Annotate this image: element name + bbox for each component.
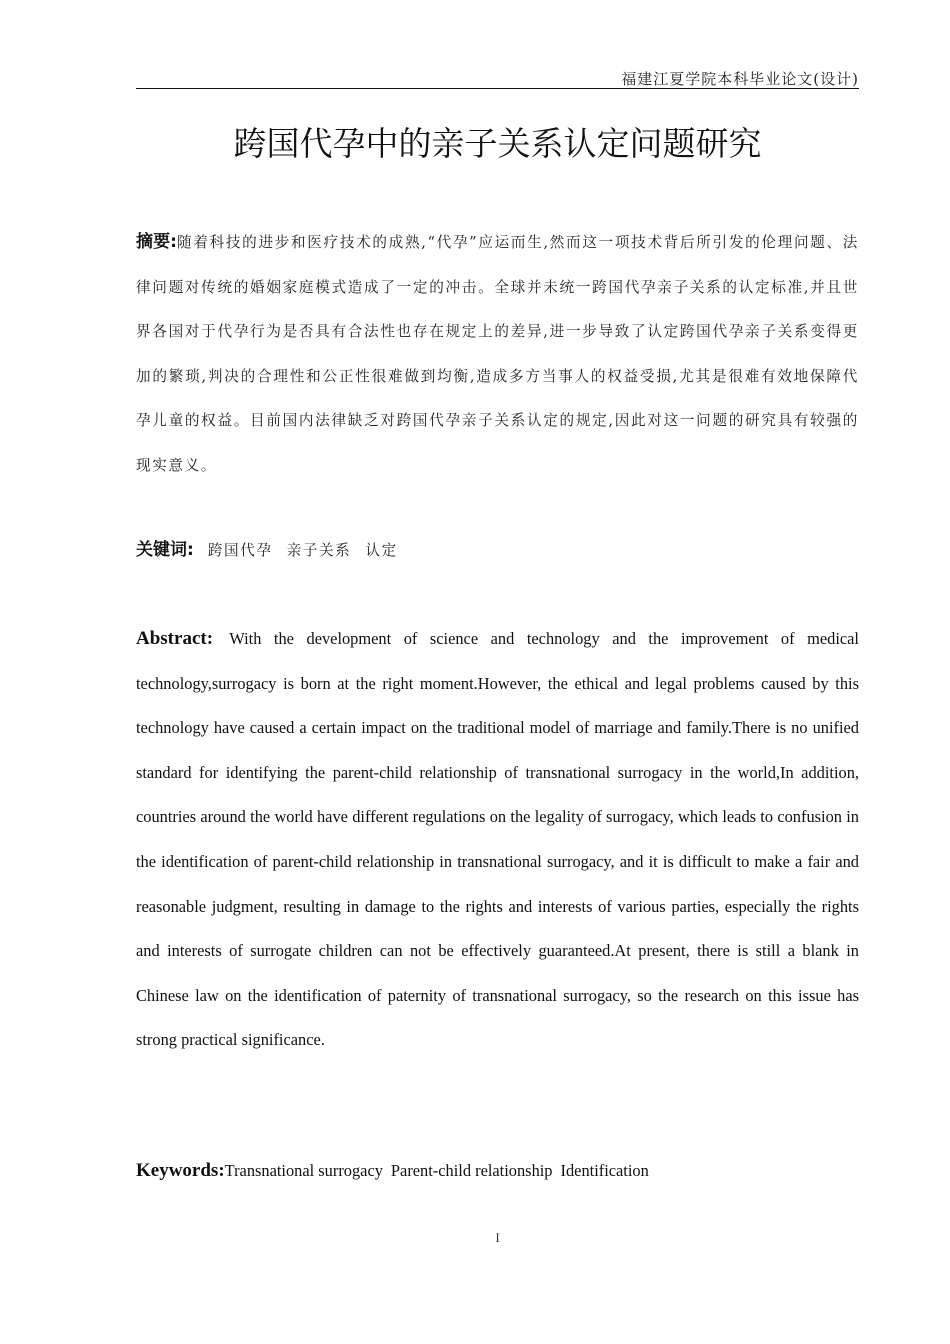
chinese-keywords-label: 关键词: xyxy=(136,540,194,560)
chinese-keywords xyxy=(136,533,859,568)
page-number: I xyxy=(495,1230,500,1245)
english-abstract-text: With the development of science and technology and the improvement of medical technology,surrogacy is born at the right moment.However, the ethical and legal problems caused by this technology have caused a certain impact on the traditional model of marriage and family.There is no unified standard for identifying the parent-child relationship of transnational surrogacy in the world,In addition, countries around the world have different regulations on the legality of surrogacy, which leads to confusion in the identification of parent-child relationship in transnational surrogacy, and it is difficult to make a fair and reasonable judgment, resulting in damage to the rights and interests of various parties, especially the rights and interests of surrogate children can not be effectively guaranteed.At present, there is still a blank in Chinese law on the identification of paternity of transnational surrogacy, so the research on this issue has strong practical significance. xyxy=(136,629,859,1050)
chinese-abstract-text: 随着科技的进步和医疗技术的成熟,“代孕”应运而生,然而这一项技术背后所引发的伦理问题、法律问题对传统的婚姻家庭模式造成了一定的冲击。全球并未统一跨国代孕亲子关系的认定标准,并且世界各国对于代孕行为是否具有合法性也存在规定上的差异,进一步导致了认定跨国代孕亲子关系变得更加的繁琐,判决的合理性和公正性很难做到均衡,造成多方当事人的权益受损,尤其是很难有效地保障代孕儿童的权益。目前国内法律缺乏对跨国代孕亲子关系认定的规定,因此对这一问题的研究具有较强的现实意义。 xyxy=(136,234,859,474)
chinese-keyword: 认定 xyxy=(365,542,398,559)
chinese-abstract-label: 摘要: xyxy=(136,232,177,252)
english-abstract xyxy=(136,617,859,1063)
english-abstract-label: Abstract: xyxy=(136,628,214,649)
chinese-abstract xyxy=(136,220,859,489)
english-keyword: Parent-child relationship xyxy=(390,1161,553,1180)
chinese-keyword: 亲子关系 xyxy=(286,542,352,559)
english-keywords-label: Keywords: xyxy=(136,1160,225,1181)
english-keywords xyxy=(136,1154,859,1188)
chinese-keyword: 跨国代孕 xyxy=(207,542,273,559)
english-keyword: Transnational surrogacy xyxy=(224,1161,383,1180)
running-header: 福建江夏学院本科毕业论文(设计) xyxy=(621,70,859,88)
header-rule xyxy=(136,88,859,89)
paper-title: 跨国代孕中的亲子关系认定问题研究 xyxy=(233,124,762,163)
english-keyword: Identification xyxy=(560,1161,649,1180)
